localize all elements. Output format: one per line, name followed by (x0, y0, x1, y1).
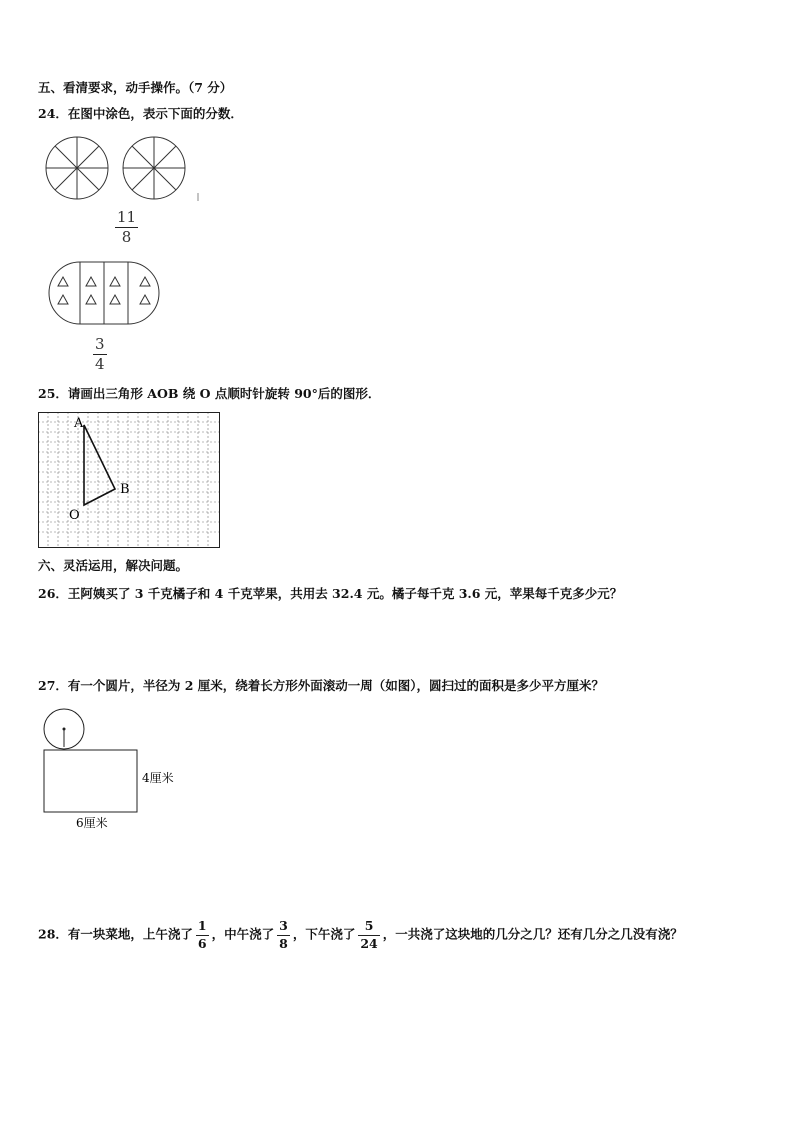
label-a: A (74, 416, 84, 431)
q28-part4: ，一共浇了这块地的几分之几？还有几分之几没有浇？ (382, 926, 683, 942)
two-circles-figure (40, 133, 200, 205)
fraction-1-6: $\frac{1}{6}$ (197, 918, 207, 951)
section-five-title: 五、看清要求，动手操作。（7 分） (38, 80, 233, 95)
fraction-3-8: $\frac{3}{8}$ (279, 918, 288, 951)
label-o: O (69, 508, 80, 523)
label-b: B (120, 482, 130, 497)
q28-part1: 28．有一块菜地，上午浇了 (38, 926, 193, 942)
question-26-text: 26．王阿姨买了 3 千克橘子和 4 千克苹果，共用去 32.4 元。橘子每千克 3.6 元，苹果每千克多少元？ (38, 586, 623, 601)
rotation-grid-figure (38, 412, 222, 550)
circle-rectangle-figure (40, 706, 190, 836)
fraction-5-24: $\frac{5}{24}$ (360, 918, 378, 951)
width-label: 6厘米 (76, 816, 108, 830)
q28-part2: ，中午浇了 (211, 926, 275, 942)
section-six-title: 六、灵活运用，解决问题。 (38, 558, 189, 573)
circle-1 (46, 137, 108, 199)
fraction-11-8: $\frac{11}{8}$ (117, 208, 137, 246)
grid (38, 412, 220, 548)
triangle-aob (84, 425, 115, 505)
question-24-text: 24．在图中涂色，表示下面的分数． (38, 106, 243, 121)
question-27-text: 27．有一个圆片，半径为 2 厘米，绕着长方形外面滚动一周（如图），圆扫过的面积是多少平方厘米？ (38, 678, 605, 693)
q28-part3: ，下午浇了 (292, 926, 356, 942)
question-25-text: 25．请画出三角形 AOB 绕 O 点顺时针旋转 90°后的图形． (38, 386, 381, 401)
height-label: 4厘米 (142, 771, 174, 785)
fraction-3-4: $\frac{3}{4}$ (95, 335, 105, 373)
circle-2 (123, 137, 185, 199)
question-28-text (38, 920, 683, 950)
capsule-triangles-figure (46, 258, 162, 328)
